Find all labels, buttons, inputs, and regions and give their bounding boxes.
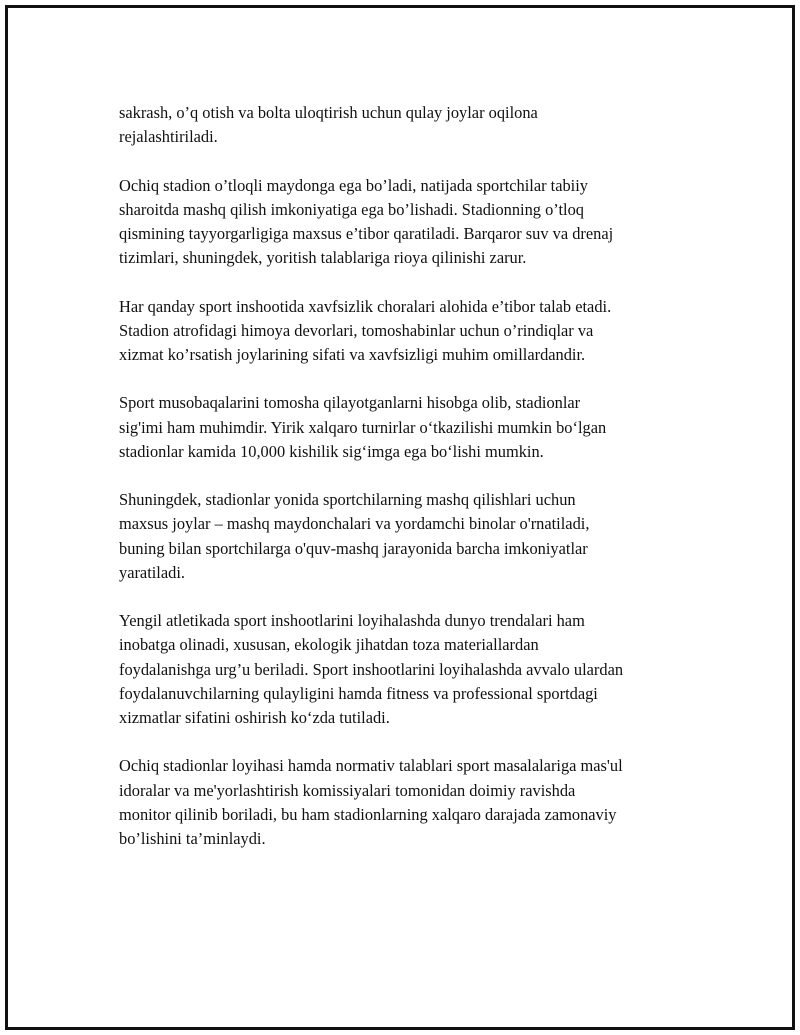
- text-line: tizimlari, shuningdek, yoritish talablariga rioya qilinishi zarur.: [119, 248, 527, 268]
- text-line: sakrash, o’q otish va bolta uloqtirish uchun qulay joylar oqilona: [119, 103, 538, 122]
- paragraph-5: [119, 488, 709, 585]
- text-line: sharoitda mashq qilish imkoniyatiga ega bo’lishadi. Stadionning o’tloq: [119, 199, 584, 219]
- text-line: foydalanuvchilarning qulayligini hamda fitness va professional sportdagi: [119, 683, 598, 703]
- paragraph-7: [119, 754, 709, 851]
- paragraph-1: [119, 101, 709, 149]
- text-line: inobatga olinadi, xususan, ekologik jihatdan toza materiallardan: [119, 635, 539, 655]
- text-line: stadionlar kamida 10,000 kishilik sig‘imga ega bo‘lishi mumkin.: [119, 441, 544, 461]
- text-line: idoralar va me'yorlashtirish komissiyalari tomonidan doimiy ravishda: [119, 780, 576, 800]
- text-line: Stadion atrofidagi himoya devorlari, tomoshabinlar uchun o’rindiqlar va: [119, 320, 594, 340]
- text-line: xizmat ko’rsatish joylarining sifati va xavfsizligi muhim omillardandir.: [119, 345, 586, 364]
- text-line: Ochiq stadion o’tloqli maydonga ega bo’ladi, natijada sportchilar tabiiy: [119, 175, 588, 195]
- document-body: [119, 101, 709, 875]
- text-line: buning bilan sportchilarga o'quv-mashq jarayonida barcha imkoniyatlar: [119, 538, 588, 558]
- text-line: sig'imi ham muhimdir. Yirik xalqaro turnirlar o‘tkazilishi mumkin bo‘lgan: [119, 417, 607, 437]
- text-line: yaratiladi.: [119, 562, 185, 582]
- text-line: Sport musobaqalarini tomosha qilayotganlarni hisobga olib, stadionlar: [119, 393, 581, 413]
- paragraph-6: [119, 609, 709, 730]
- page-frame: [5, 5, 795, 1030]
- text-line: Ochiq stadionlar loyihasi hamda normativ talablari sport masalalariga mas'ul: [119, 756, 623, 776]
- text-line: maxsus joylar – mashq maydonchalari va yordamchi binolar o'rnatiladi,: [119, 514, 590, 534]
- text-line: Yengil atletikada sport inshootlarini loyihalashda dunyo trendalari ham: [119, 611, 585, 631]
- text-line: foydalanishga urg’u beriladi. Sport inshootlarini loyihalashda avvalo ulardan: [119, 659, 624, 679]
- text-line: Har qanday sport inshootida xavfsizlik choralari alohida e’tibor talab etadi.: [119, 296, 612, 316]
- paragraph-4: [119, 391, 709, 464]
- text-line: xizmatlar sifatini oshirish ko‘zda tutiladi.: [119, 708, 390, 727]
- text-line: qismining tayyorgarligiga maxsus e’tibor qaratiladi. Barqaror suv va drenaj: [119, 224, 614, 243]
- text-line: Shuningdek, stadionlar yonida sportchilarning mashq qilishlari uchun: [119, 490, 576, 510]
- text-line: bo’lishini ta’minlaydi.: [119, 829, 266, 848]
- text-line: monitor qilinib boriladi, bu ham stadionlarning xalqaro darajada zamonaviy: [119, 804, 617, 824]
- paragraph-2: [119, 174, 709, 271]
- text-line: rejalashtiriladi.: [119, 127, 218, 147]
- paragraph-3: [119, 295, 709, 368]
